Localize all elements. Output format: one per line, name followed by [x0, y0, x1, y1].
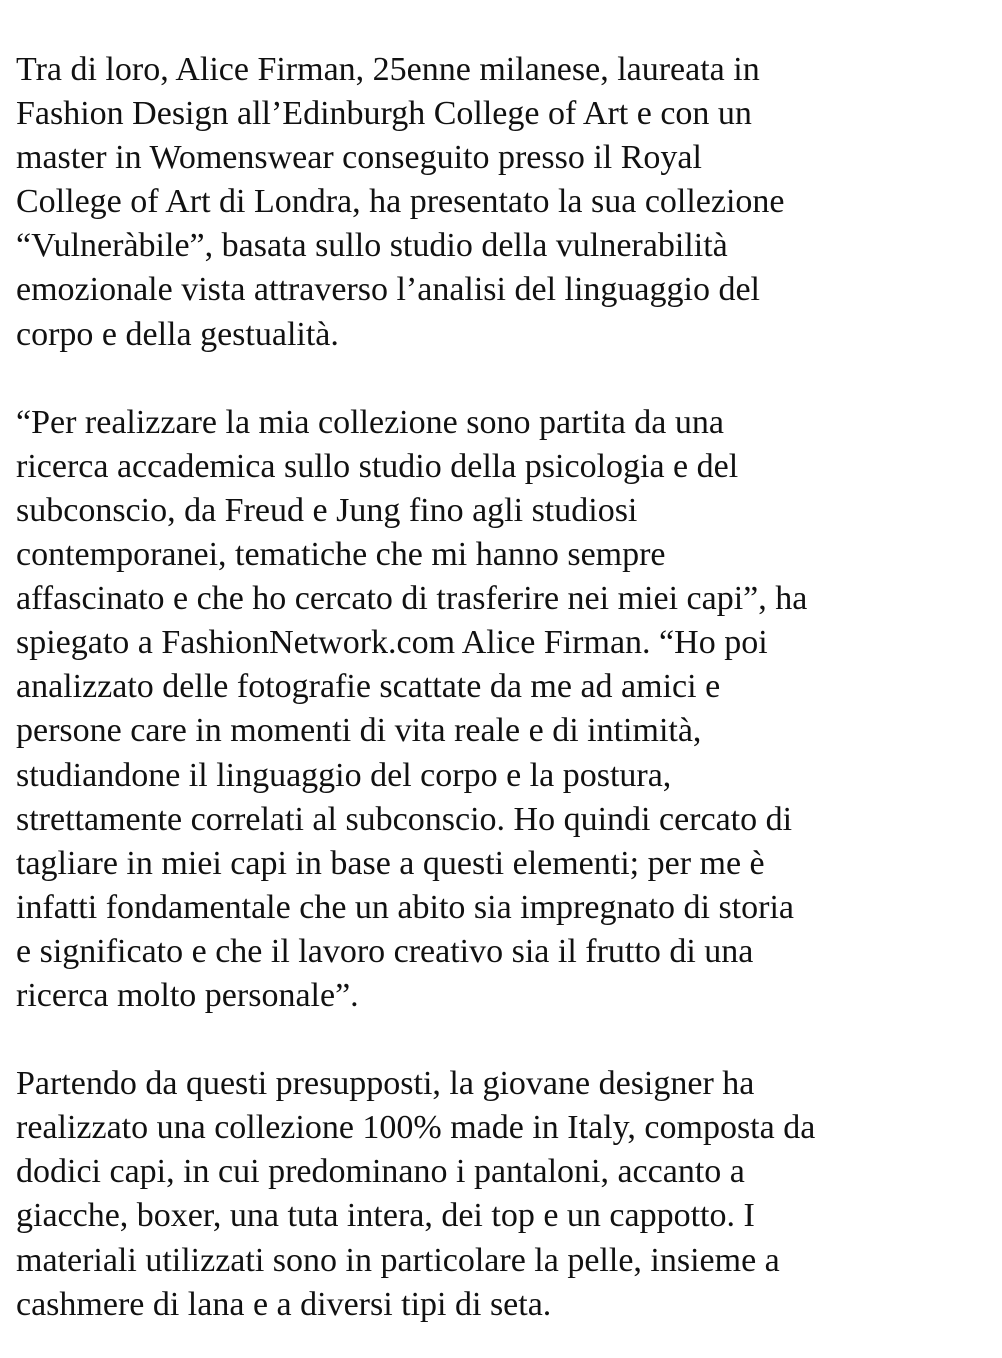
text-line: contemporanei, tematiche che mi hanno sempre [16, 536, 666, 574]
text-line: subconscio, da Freud e Jung fino agli studiosi [16, 491, 638, 529]
text-line: College of Art di Londra, ha presentato la sua collezione [16, 183, 785, 221]
text-line: master in Womenswear conseguito presso il Royal [16, 139, 702, 177]
text-line: dodici capi, in cui predominano i pantaloni, accanto a [16, 1153, 745, 1191]
paragraph-quote [16, 401, 988, 1018]
text-line: corpo e della gestualità. [16, 315, 339, 353]
paragraph-collection [16, 1062, 988, 1327]
article-body [16, 48, 988, 1327]
paragraph-spacer [16, 1018, 988, 1062]
text-line: analizzato delle fotografie scattate da me ad amici e [16, 668, 721, 706]
text-line: studiandone il linguaggio del corpo e la postura, [16, 756, 672, 794]
text-line: ricerca molto personale”. [16, 976, 359, 1014]
text-line: affascinato e che ho cercato di trasferire nei miei capi”, ha [16, 580, 808, 618]
paragraph-spacer [16, 357, 988, 401]
text-line: spiegato a FashionNetwork.com Alice Firman. “Ho poi [16, 624, 768, 662]
text-line: Tra di loro, Alice Firman, 25enne milanese, laureata in [16, 51, 760, 88]
text-line: giacche, boxer, una tuta intera, dei top e un cappotto. I [16, 1197, 755, 1235]
text-line: Fashion Design all’Edinburgh College of Art e con un [16, 95, 752, 133]
text-line: ricerca accademica sullo studio della psicologia e del [16, 447, 739, 485]
text-line: cashmere di lana e a diversi tipi di seta. [16, 1285, 552, 1323]
text-line: Partendo da questi presupposti, la giovane designer ha [16, 1065, 755, 1103]
text-line: strettamente correlati al subconscio. Ho quindi cercato di [16, 800, 793, 838]
text-line: persone care in momenti di vita reale e di intimità, [16, 712, 702, 750]
text-line: infatti fondamentale che un abito sia impregnato di storia [16, 888, 794, 926]
text-line: e significato e che il lavoro creativo sia il frutto di una [16, 932, 754, 970]
text-line: realizzato una collezione 100% made in Italy, composta da [16, 1109, 816, 1147]
paragraph-intro [16, 48, 988, 357]
text-line: tagliare in miei capi in base a questi elementi; per me è [16, 844, 765, 882]
text-line: “Per realizzare la mia collezione sono partita da una [16, 403, 724, 441]
text-line: emozionale vista attraverso l’analisi del linguaggio del [16, 271, 760, 309]
text-line: “Vulneràbile”, basata sullo studio della vulnerabilità [16, 227, 728, 265]
text-line: materiali utilizzati sono in particolare la pelle, insieme a [16, 1241, 780, 1279]
